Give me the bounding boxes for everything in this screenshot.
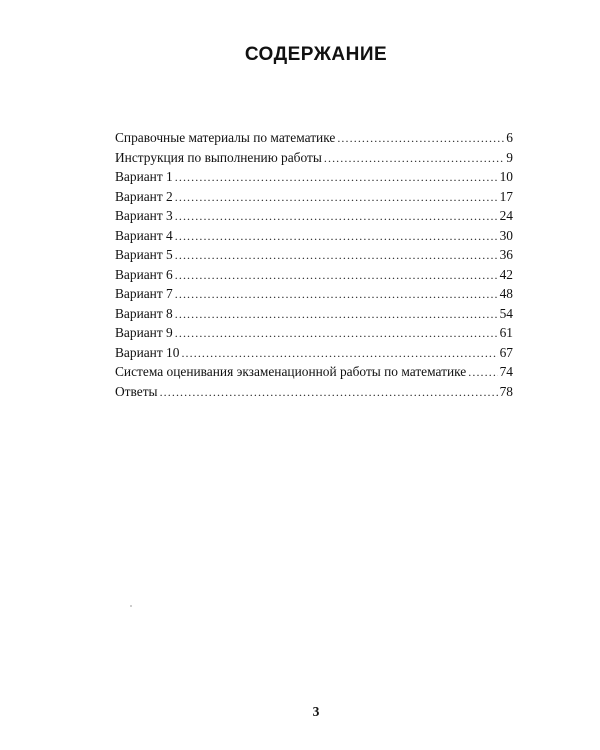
toc-entry (115, 265, 513, 285)
toc-entry-label: Ответы (115, 383, 158, 399)
toc-entry-page: 78 (499, 383, 513, 399)
toc-entry-page: 6 (506, 130, 513, 145)
toc-entry-label: Вариант 7 (115, 286, 173, 301)
toc-dot-leader (181, 344, 497, 364)
toc-entry-label: Вариант 3 (115, 208, 173, 223)
toc-entry (115, 382, 513, 402)
toc-entry-page: 67 (499, 344, 513, 360)
table-of-contents (115, 128, 513, 401)
toc-entry-label: Вариант 1 (115, 169, 173, 184)
toc-dot-leader (468, 363, 497, 383)
toc-dot-leader (175, 305, 498, 325)
toc-entry-page: 30 (499, 227, 513, 243)
toc-dot-leader (175, 285, 498, 305)
toc-dot-leader (160, 383, 498, 403)
toc-entry-page: 48 (499, 286, 513, 301)
toc-entry-page: 74 (499, 364, 513, 379)
toc-entry-label: Вариант 8 (115, 305, 173, 321)
toc-dot-leader (175, 168, 498, 188)
toc-entry (115, 284, 513, 304)
page-title: СОДЕРЖАНИЕ (244, 44, 388, 65)
toc-entry (115, 323, 513, 343)
toc-entry-label: Вариант 9 (115, 325, 173, 340)
toc-entry (115, 226, 513, 246)
toc-entry-label: Вариант 2 (115, 188, 173, 204)
toc-entry-page: 36 (499, 247, 513, 262)
toc-dot-leader (175, 266, 498, 286)
toc-entry (115, 128, 513, 148)
toc-dot-leader (175, 324, 498, 344)
page-number: 3 (312, 704, 320, 719)
toc-entry-page: 42 (499, 266, 513, 282)
toc-dot-leader (175, 227, 498, 247)
toc-entry-label: Вариант 5 (115, 247, 173, 262)
toc-entry (115, 167, 513, 187)
toc-dot-leader (175, 246, 498, 266)
toc-entry-page: 10 (499, 169, 513, 184)
toc-entry (115, 148, 513, 168)
toc-dot-leader (175, 207, 498, 227)
toc-entry-page: 61 (499, 325, 513, 340)
toc-entry (115, 362, 513, 382)
toc-dot-leader (324, 149, 504, 169)
toc-entry-page: 24 (499, 208, 513, 223)
toc-entry-label: Система оценивания экзаменационной работы по математике (115, 364, 467, 379)
toc-entry-page: 54 (499, 305, 513, 321)
toc-dot-leader (175, 188, 498, 208)
toc-entry-label: Вариант 6 (115, 266, 173, 282)
toc-entry (115, 187, 513, 207)
toc-entry-page: 9 (506, 149, 513, 165)
toc-entry (115, 304, 513, 324)
toc-entry-label: Справочные материалы по математике (115, 130, 336, 145)
toc-entry (115, 206, 513, 226)
toc-entry-label: Вариант 4 (115, 227, 173, 243)
toc-entry (115, 245, 513, 265)
toc-entry-page: 17 (499, 188, 513, 204)
toc-entry-label: Инструкция по выполнению работы (115, 149, 322, 165)
toc-dot-leader (337, 129, 504, 149)
toc-entry (115, 343, 513, 363)
toc-entry-label: Вариант 10 (115, 344, 180, 360)
scan-speck (130, 605, 132, 607)
